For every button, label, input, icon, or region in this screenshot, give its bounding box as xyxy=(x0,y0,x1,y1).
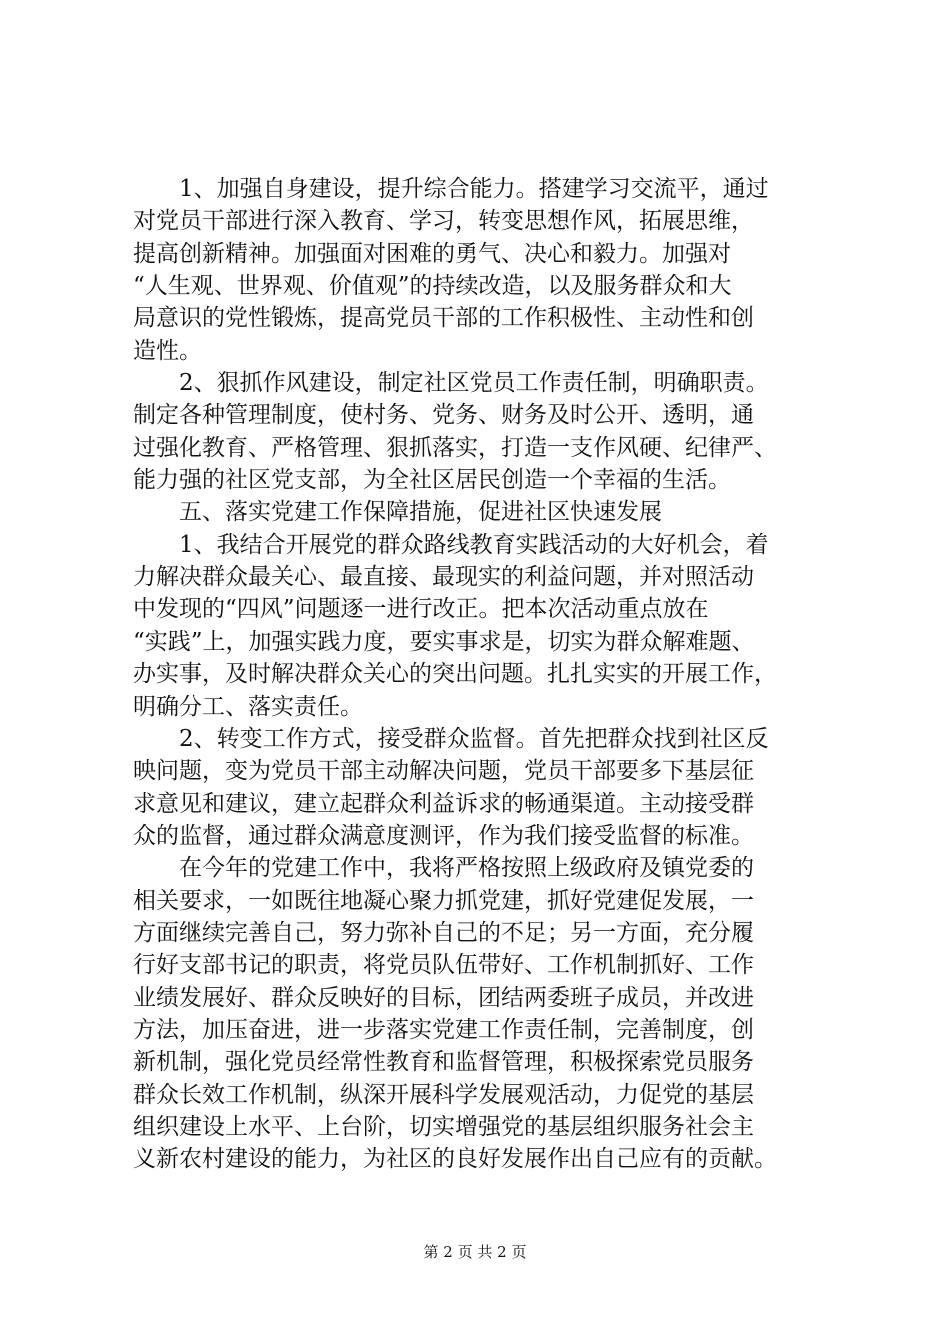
text-line: 新机制，强化党员经常性教育和监督管理，积极探索党员服务 xyxy=(133,1049,754,1076)
text-line: 过强化教育、严格管理、狠抓落实，打造一支作风硬、纪律严、 xyxy=(133,434,777,461)
text-line: 组织建设上水平、上台阶，切实增强党的基层组织服务社会主 xyxy=(133,1113,754,1140)
text-line: 相关要求，一如既往地凝心聚力抓党建，抓好党建促发展，一 xyxy=(133,887,754,914)
text-line: 中发现的“四风”问题逐一进行改正。把本次活动重点放在 xyxy=(133,596,709,623)
text-line: 2、狠抓作风建设，制定社区党员工作责任制，明确职责。 xyxy=(133,370,769,397)
text-line: “实践”上，加强实践力度，要实事求是，切实为群众解难题、 xyxy=(133,628,755,655)
text-line: 力解决群众最关心、最直接、最现实的利益问题，并对照活动 xyxy=(133,564,754,591)
text-line: 映问题，变为党员干部主动解决问题，党员干部要多下基层征 xyxy=(133,758,754,785)
text-line: 求意见和建议，建立起群众利益诉求的畅通渠道。主动接受群 xyxy=(133,790,754,817)
text-line: 办实事，及时解决群众关心的突出问题。扎扎实实的开展工作， xyxy=(133,661,777,688)
text-line: 1、加强自身建设，提升综合能力。搭建学习交流平，通过 xyxy=(133,176,769,202)
text-line: 造性。 xyxy=(133,337,202,364)
text-line: 对党员干部进行深入教育、学习，转变思想作风，拓展思维， xyxy=(133,208,754,235)
text-line: 局意识的党性锻炼，提高党员干部的工作积极性、主动性和创 xyxy=(133,305,754,332)
text-line: 能力强的社区党支部，为全社区居民创造一个幸福的生活。 xyxy=(133,467,731,494)
text-line: 众的监督，通过群众满意度测评，作为我们接受监督的标准。 xyxy=(133,822,754,849)
page-footer: 第 2 页 共 2 页 xyxy=(423,1243,527,1261)
text-line: 提高创新精神。加强面对困难的勇气、决心和毅力。加强对 xyxy=(133,240,731,267)
text-line: 1、我结合开展党的群众路线教育实践活动的大好机会，着 xyxy=(133,531,769,558)
text-line: 在今年的党建工作中，我将严格按照上级政府及镇党委的 xyxy=(133,855,754,882)
text-line: 义新农村建设的能力，为社区的良好发展作出自己应有的贡献。 xyxy=(133,1146,777,1173)
text-line: 行好支部书记的职责，将党员队伍带好、工作机制抓好、工作 xyxy=(133,952,754,979)
text-line: 明确分工、落实责任。 xyxy=(133,693,363,720)
text-line: 方法，加压奋进，进一步落实党建工作责任制，完善制度，创 xyxy=(133,1016,754,1043)
text-line: 业绩发展好、群众反映好的目标，团结两委班子成员，并改进 xyxy=(133,984,754,1011)
document-body xyxy=(133,173,833,1176)
text-line: 制定各种管理制度，使村务、党务、财务及时公开、透明，通 xyxy=(133,402,754,429)
text-line: 2、转变工作方式，接受群众监督。首先把群众找到社区反 xyxy=(133,725,769,752)
text-line: 五、落实党建工作保障措施，促进社区快速发展 xyxy=(133,499,662,526)
text-line: “人生观、世界观、价值观”的持续改造，以及服务群众和大 xyxy=(133,273,732,300)
text-line: 方面继续完善自己，努力弥补自己的不足；另一方面，充分履 xyxy=(133,919,754,946)
text-line: 群众长效工作机制，纵深开展科学发展观活动，力促党的基层 xyxy=(133,1081,754,1108)
